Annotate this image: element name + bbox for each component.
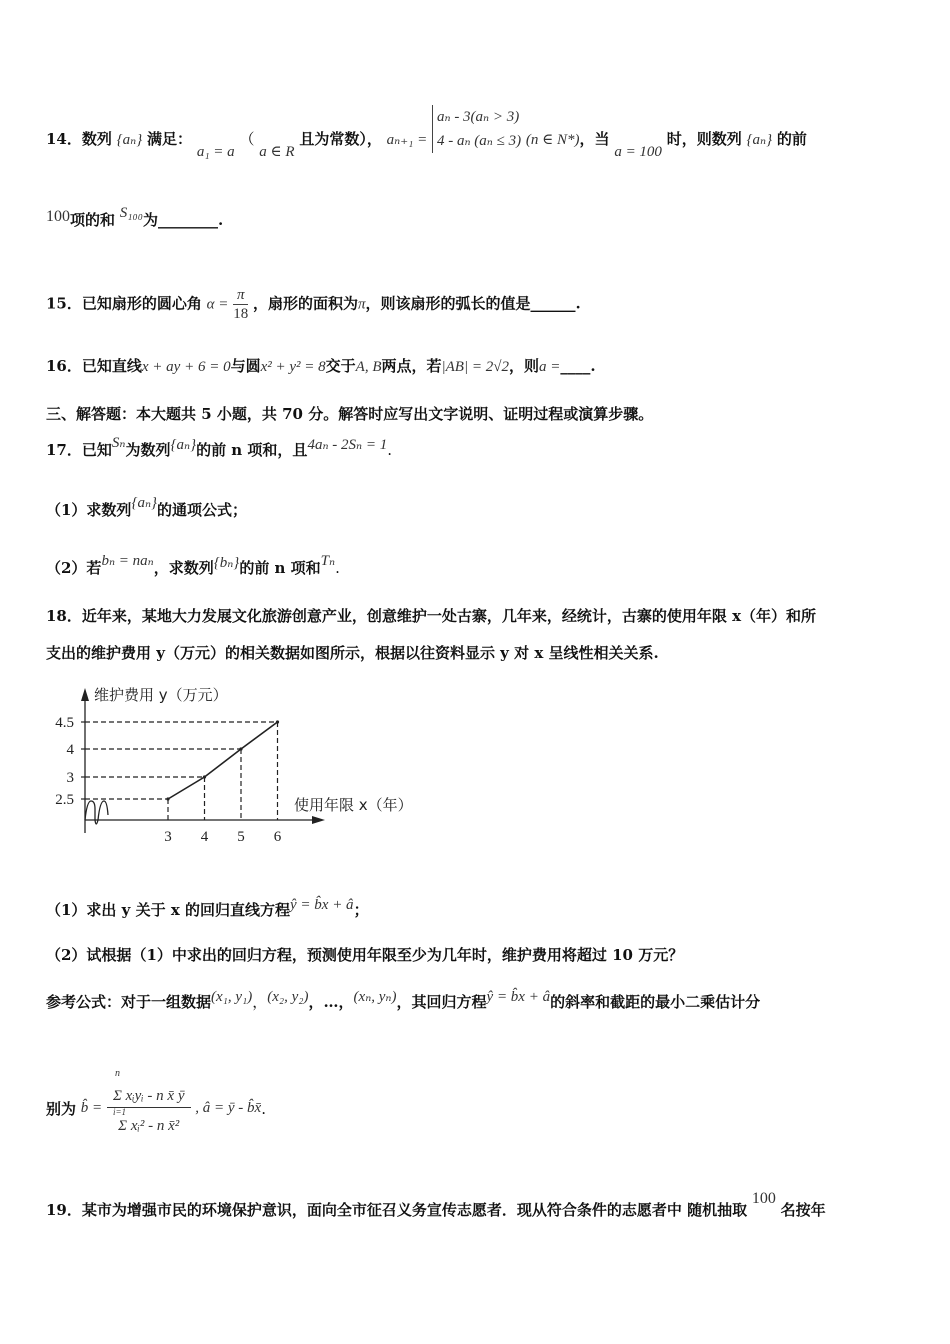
maintenance-cost-chart [46,683,446,848]
q18-ref-eq: ŷ = b̂x + â [486,989,551,1005]
q15-frac-num: π [233,286,248,305]
section-heading: 三、解答题：本大题共 5 小题，共 70 分。解答时应写出文字说明、证明过程或演算步骤。 [46,405,654,423]
q17-p1-seq: {aₙ} [131,495,158,511]
q18-formula-den: Σ xᵢ² - n x̄² [118,1118,180,1134]
q18-formula [46,1068,266,1135]
q14-text: 的前 [776,130,807,148]
q14-cond: a ∈ R [259,144,295,160]
q18-formula-num: Σ xᵢyᵢ - n x̄ ȳ [112,1088,185,1104]
q17-eq: 4aₙ - 2Sₙ = 1 [307,437,388,453]
q16 [46,356,596,377]
q17-p2-text: ，求数列 [153,559,214,577]
q18-formula-a: , â = ȳ - b̂x̄ [195,1100,262,1116]
q14-number: 14． [46,130,82,148]
x-tick-label-3: 6 [273,829,282,845]
q18-reference [46,989,761,1013]
q18-formula-end: . [261,1099,266,1118]
q14-text: ，当 [579,130,610,148]
q14-seq: {aₙ} [116,132,143,148]
q15-text: ，扇形的面积为 [252,294,358,313]
x-axis-arrow [312,816,325,824]
q17-p2-tn: Tₙ [320,553,336,569]
q16-circle-eq: x² + y² = 8 [260,359,326,375]
x-axis-label: 使用年限 x（年） [294,796,413,814]
q18-line2: 支出的维护费用 y（万元）的相关数据如图所示，根据以往资料显示 y 对 x 呈线性相关关系. [46,644,659,662]
q14-text: 且为常数）， [299,130,382,148]
q14-paren: （ [239,130,255,148]
q18-ref-pn: (xₙ, yₙ) [353,989,397,1005]
q18-formula-fraction [107,1068,191,1135]
q17-p2-text: 的前 n 项和 [239,559,321,577]
q15-frac-den: 18 [233,306,249,322]
q18-ref-text: 的斜率和截距的最小二乘估计分 [550,993,761,1011]
q15-blank: ，则该扇形的弧长的值是______. [365,294,581,313]
q18-part2: （2）试根据（1）中求出的回归方程，预测使用年限至少为几年时，维护费用将超过 10 万元？ [46,946,684,964]
q18-part1 [46,897,369,921]
q16-points: A, B [355,359,382,375]
q16-line-eq: x + ay + 6 = 0 [141,359,231,375]
q16-text: 已知直线 [81,357,142,375]
x-tick-label-0: 3 [164,829,172,845]
y-axis-label: 维护费用 y（万元） [94,686,228,704]
q18-ref-p2: (x₂, y₂) [267,989,309,1005]
q15-text: 已知扇形的圆心角 [81,294,202,313]
q17-number: 17． [46,441,82,459]
q14-cases [432,105,521,153]
q16-ab: |AB| = 2√2 [441,359,509,375]
q14-domain: (n ∈ N*) [525,132,580,148]
q18-formula-b: b̂ = [80,1100,103,1116]
q16-text: 与圆 [230,357,261,375]
q16-number: 16． [46,357,82,375]
q15-alpha: α = [206,296,229,313]
q18-formula-text: 别为 [46,1100,77,1118]
q17-p2-period: . [335,559,340,577]
q18-p1-eq: ŷ = b̂x + â [290,897,354,913]
q17-text: 的前 n 项和，且 [196,441,308,459]
q19-number: 100 [751,1190,776,1207]
q18-formula-num-wrap [107,1068,191,1117]
q17-p2-eq: bₙ = naₙ [101,553,154,569]
q18-formula-sub: i=1 [112,1107,127,1117]
q14-text: 数列 [81,130,112,148]
q14-case2: 4 - aₙ (aₙ ≤ 3) [436,133,522,149]
y-tick-label-3: 4.5 [55,715,74,731]
y-tick-label-1: 3 [66,770,74,786]
y-tick-label-0: 2.5 [55,792,74,808]
y-axis-arrow [81,688,89,701]
q18-ref-p1: (x₁, y₁) [211,989,253,1005]
data-point-3 [276,720,279,723]
q14-init: a₁ = a [196,144,235,160]
q19-text: 名按年 [780,1201,826,1219]
q17-p1-text: 的通项公式； [157,501,248,519]
q14-seq2: {aₙ} [746,132,773,148]
q14-line1 [46,109,807,160]
q17-an: {aₙ} [170,437,197,453]
q14-case1: aₙ - 3(aₙ > 3) [436,109,520,125]
q18-ref-sep: ，…， [308,993,354,1011]
q16-text: ，则 [508,357,539,375]
q14-rec-lhs: aₙ₊₁ = [386,132,428,148]
data-point-2 [239,747,242,750]
x-tick-label-1: 4 [200,829,209,845]
q18-ref-text: 参考公式：对于一组数据 [46,993,212,1011]
q14-100: 100 [46,208,70,225]
q15-area: π [358,296,366,313]
q14-text: 时，则数列 [666,130,742,148]
q18-line1: 18．近年来，某地大力发展文化旅游创意产业，创意维护一处古寨，几年来，经统计，古寨的使用年限 x（年）和所 [46,607,817,625]
q17 [46,435,392,461]
q14-line2 [46,205,224,231]
q17-sn: Sₙ [111,435,126,451]
q19-text: 19．某市为增强市民的环境保护意识，面向全市征召义务宣传志愿者．现从符合条件的志愿者中 随机抽取 [46,1201,748,1219]
q17-text: 已知 [81,441,112,459]
data-series-line [168,722,278,799]
q16-text: 交于 [325,357,356,375]
q15-fraction [233,286,248,323]
q14-blank: 为________. [142,211,224,229]
q17-period: . [387,441,392,459]
data-point-0 [166,797,169,800]
q18-formula-sup: n [114,1068,120,1079]
q18-ref-sep: ， [252,993,268,1011]
q17-part2 [46,553,340,579]
q16-blank: ____. [560,357,596,375]
q15 [46,286,581,323]
q17-p1-label: （1）求数列 [46,501,132,519]
q16-text: 两点，若 [381,357,442,375]
q17-part1 [46,495,248,521]
q18-p1-text: （1）求出 y 关于 x 的回归直线方程 [46,901,290,919]
q17-text: 为数列 [125,441,171,459]
q18-p1-end: ； [353,901,369,919]
q14-sum: S₁₀₀ [119,205,143,221]
q17-p2-seq: {bₙ} [213,555,240,571]
q16-aeq: a = [538,359,561,375]
q14-aval: a = 100 [614,144,662,160]
y-tick-label-2: 4 [66,742,74,758]
x-tick-label-2: 5 [237,829,245,845]
data-point-1 [203,775,206,778]
q18-ref-text: ，其回归方程 [396,993,487,1011]
q14-text: 满足： [147,130,193,148]
q14-text: 项的和 [70,211,116,229]
q15-number: 15． [46,294,82,313]
q17-p2-label: （2）若 [46,559,102,577]
q19 [46,1190,826,1221]
